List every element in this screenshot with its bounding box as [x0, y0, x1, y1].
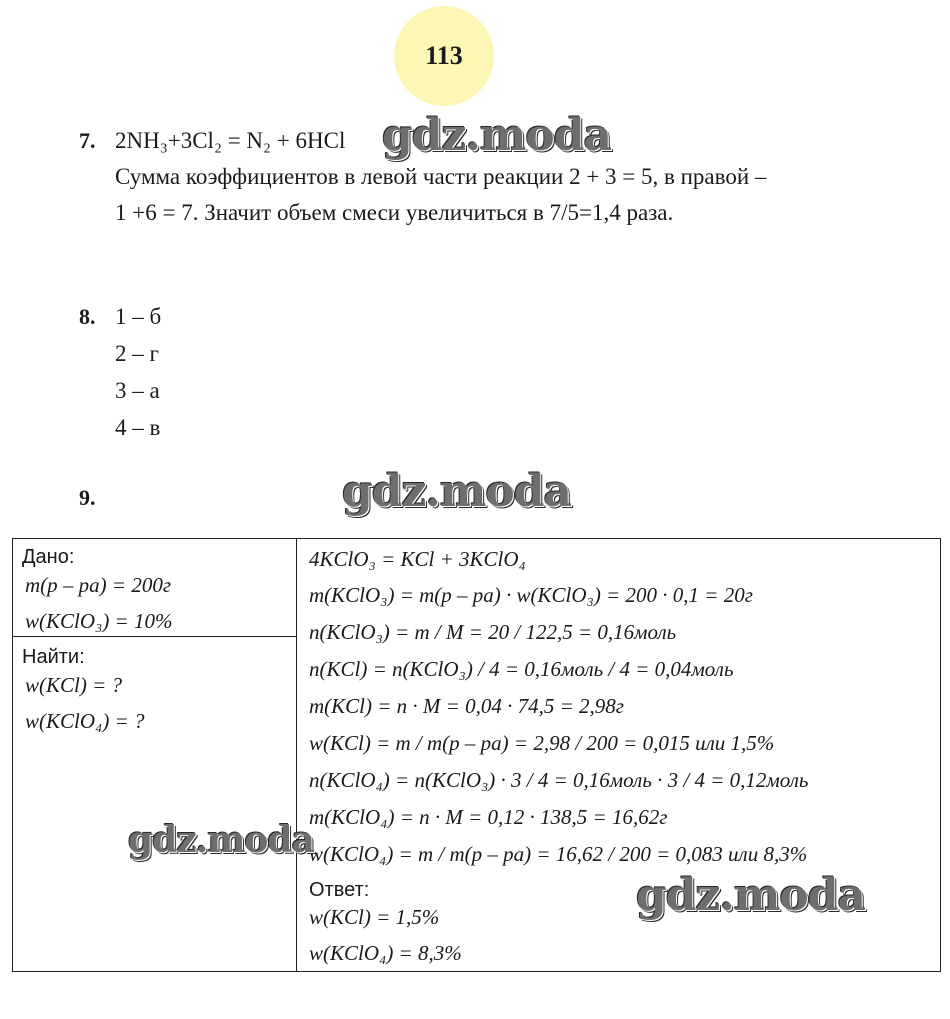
watermark: gdz.moda	[342, 466, 572, 517]
task-8-number: 8.	[79, 304, 96, 329]
solution-line: m(KCl) = n · M = 0,04 · 74,5 = 2,98г	[309, 694, 624, 718]
page-number: 113	[425, 41, 463, 70]
task-9-number: 9.	[79, 485, 96, 510]
task-7-equation: 2NH₃+3Cl₂ = N₂ + 6HCl	[115, 128, 346, 153]
solution-line: 4KClO₃ = KCl + 3KClO₄	[309, 547, 526, 571]
solution-line: m(KClO₄) = n · M = 0,12 · 138,5 = 16,62г	[309, 805, 668, 829]
solution-line: w(KClO₄) = m / m(р – ра) = 16,62 / 200 = 0,083 или 8,3%	[309, 842, 808, 866]
solution-line: w(KCl) = m / m(р – ра) = 2,98 / 200 = 0,015 или 1,5%	[309, 731, 775, 755]
task-8-answer: 1 – б	[115, 304, 162, 329]
find-item: w(KCl) = ?	[25, 673, 123, 697]
answer-item: w(KClO₄) = 8,3%	[309, 941, 462, 965]
page-number-badge	[394, 6, 494, 106]
given-item: m(р – ра) = 200г	[25, 573, 172, 597]
watermark: gdz.moda	[382, 110, 612, 161]
given-item: w(KClO₃) = 10%	[25, 609, 173, 633]
solution-line: n(KClO₃) = m / M = 20 / 122,5 = 0,16моль	[309, 620, 677, 644]
answer-label: Ответ:	[309, 879, 370, 901]
task-8-answer: 4 – в	[115, 415, 161, 440]
find-item: w(KClO₄) = ?	[25, 709, 145, 733]
task-8-answer: 2 – г	[115, 341, 159, 366]
task-7-number: 7.	[79, 128, 96, 153]
find-label: Найти:	[22, 646, 85, 668]
given-label: Дано:	[22, 546, 75, 568]
task-8-answer: 3 – а	[115, 378, 160, 403]
task-7-text-line-2: 1 +6 = 7. Значит объем смеси увеличиться в 7/5=1,4 раза.	[115, 200, 674, 225]
solution-line: n(KClO₄) = n(KClO₃) · 3 / 4 = 0,16моль · 3 / 4 = 0,12моль	[309, 768, 809, 792]
task-7-text-line-1: Сумма коэффициентов в левой части реакции 2 + 3 = 5, в правой –	[115, 164, 767, 189]
solution-line: n(KCl) = n(KClO₃) / 4 = 0,16моль / 4 = 0,04моль	[309, 657, 734, 681]
row-divider	[13, 636, 296, 637]
column-divider	[296, 539, 297, 971]
answer-item: w(KCl) = 1,5%	[309, 905, 440, 929]
watermark: gdz.moda	[128, 819, 314, 861]
watermark: gdz.moda	[636, 870, 866, 921]
solution-line: m(KClO₃) = m(р – ра) · w(KClO₃) = 200 · 0,1 = 20г	[309, 583, 753, 607]
